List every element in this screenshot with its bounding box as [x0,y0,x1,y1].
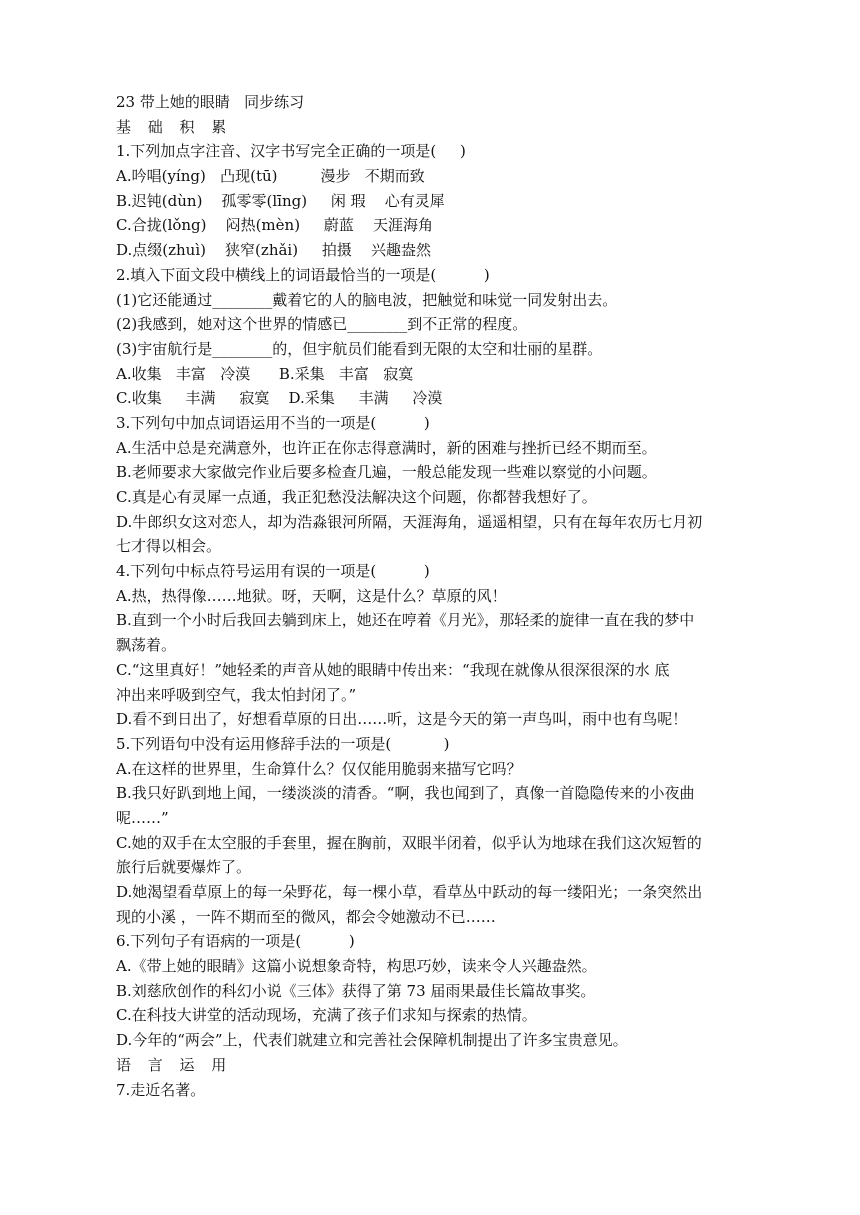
section-heading-basic: 基 础 积 累 [116,117,233,136]
q4-option-c-cont: 冲出来呼吸到空气，我太怕封闭了。” [116,685,357,704]
q6-option-d: D.今年的“两会”上，代表们就建立和完善社会保障机制提出了许多宝贵意见。 [116,1031,628,1050]
q3-option-d-cont: 七才得以相会。 [116,537,222,556]
q6-option-c: C.在科技大讲堂的活动现场，充满了孩子们求知与探索的热情。 [116,1006,537,1025]
question-7: 7.走近名著。 [116,1080,206,1099]
q4-option-b-cont: 飘荡着。 [116,636,177,655]
q5-option-b: B.我只好趴到地上闻，一缕淡淡的清香。“啊，我也闻到了，真像一首隐隐传来的小夜曲 [116,784,695,803]
q4-option-b: B.直到一个小时后我回去躺到床上，她还在哼着《月光》，那轻柔的旋律一直在我的梦中 [116,611,695,630]
document-body [116,90,796,1102]
q3-option-c: C.真是心有灵犀一点通，我正犯愁没法解决这个问题，你都替我想好了。 [116,488,597,506]
q3-option-b: B.老师要求大家做完作业后要多检查几遍，一般总能发现一些难以察觉的小问题。 [116,463,657,482]
q5-option-d-cont: 现的小溪 ，一阵不期而至的微风，都会令她激动不已…… [116,907,496,926]
q2-blank-2: (2)我感到，她对这个世界的情感已________到不正常的程度。 [116,315,528,334]
document-title: 23 带上她的眼睛 同步练习 [116,93,305,111]
q1-option-c: C.合拢(lǒng) 闷热(mèn) 蔚蓝 天涯海角 [116,216,433,235]
question-4: 4.下列句中标点符号运用有误的一项是( ) [116,562,430,581]
q2-blank-1: (1)它还能通过________戴着它的人的脑电波，把触觉和味觉一同发射出去。 [116,290,618,309]
q3-option-d: D.牛郎织女这对恋人，却为浩淼银河所隔，天涯海角，遥遥相望，只有在每年农历七月初 [116,512,703,531]
q5-option-a: A.在这样的世界里，生命算什么？仅仅能用脆弱来描写它吗？ [116,759,522,778]
q5-option-c: C.她的双手在太空服的手套里，握在胸前，双眼半闭着，似乎认为地球在我们这次短暂的 [116,833,702,852]
q6-option-a: A.《带上她的眼睛》这篇小说想象奇特，构思巧妙，读来令人兴趣盎然。 [116,957,597,976]
q5-option-d: D.她渴望看草原上的每一朵野花，每一棵小草，看草丛中跃动的每一缕阳光；一条突然出 [116,883,703,901]
question-3: 3.下列句中加点词语运用不当的一项是( ) [116,413,430,432]
question-6: 6.下列句子有语病的一项是( ) [116,932,355,951]
q2-options-ab: A.收集 丰富 冷漠 B.采集 丰富 寂寞 [116,364,414,383]
q3-option-a: A.生活中总是充满意外，也许正在你志得意满时，新的困难与挫折已经不期而至。 [116,438,657,457]
q5-option-b-cont: 呢……” [116,808,169,827]
section-heading-usage: 语 言 运 用 [116,1055,233,1074]
q2-blank-3: (3)宇宙航行是________的，但宇航员们能看到无限的太空和壮丽的星群。 [116,339,603,358]
q4-option-d: D.看不到日出了，好想看草原的日出……听，这是今天的第一声鸟叫，雨中也有鸟呢！ [116,710,688,729]
q5-option-c-cont: 旅行后就要爆炸了。 [116,858,252,877]
question-1: 1.下列加点字注音、汉字书写完全正确的一项是( ) [116,142,466,161]
q4-option-a: A.热，热得像……地狱。呀，天啊，这是什么？草原的风！ [116,586,507,605]
q2-options-cd: C.收集 丰满 寂寞 D.采集 丰满 冷漠 [116,389,443,408]
q1-option-d: D.点缀(zhuì) 狭窄(zhǎi) 拍摄 兴趣盎然 [116,241,431,260]
q1-option-a: A.吟唱(yíng) 凸现(tū) 漫步 不期而致 [116,167,425,186]
q1-option-b: B.迟钝(dùn) 孤零零(līng) 闲 瑕 心有灵犀 [116,191,445,210]
question-2: 2.填入下面文段中横线上的词语最恰当的一项是( ) [116,265,490,284]
q6-option-b: B.刘慈欣创作的科幻小说《三体》获得了第 73 届雨果最佳长篇故事奖。 [116,981,596,1000]
question-5: 5.下列语句中没有运用修辞手法的一项是( ) [116,734,450,753]
q4-option-c: C.“这里真好！”她轻柔的声音从她的眼睛中传出来：“我现在就像从很深很深的水 底 [116,660,670,679]
